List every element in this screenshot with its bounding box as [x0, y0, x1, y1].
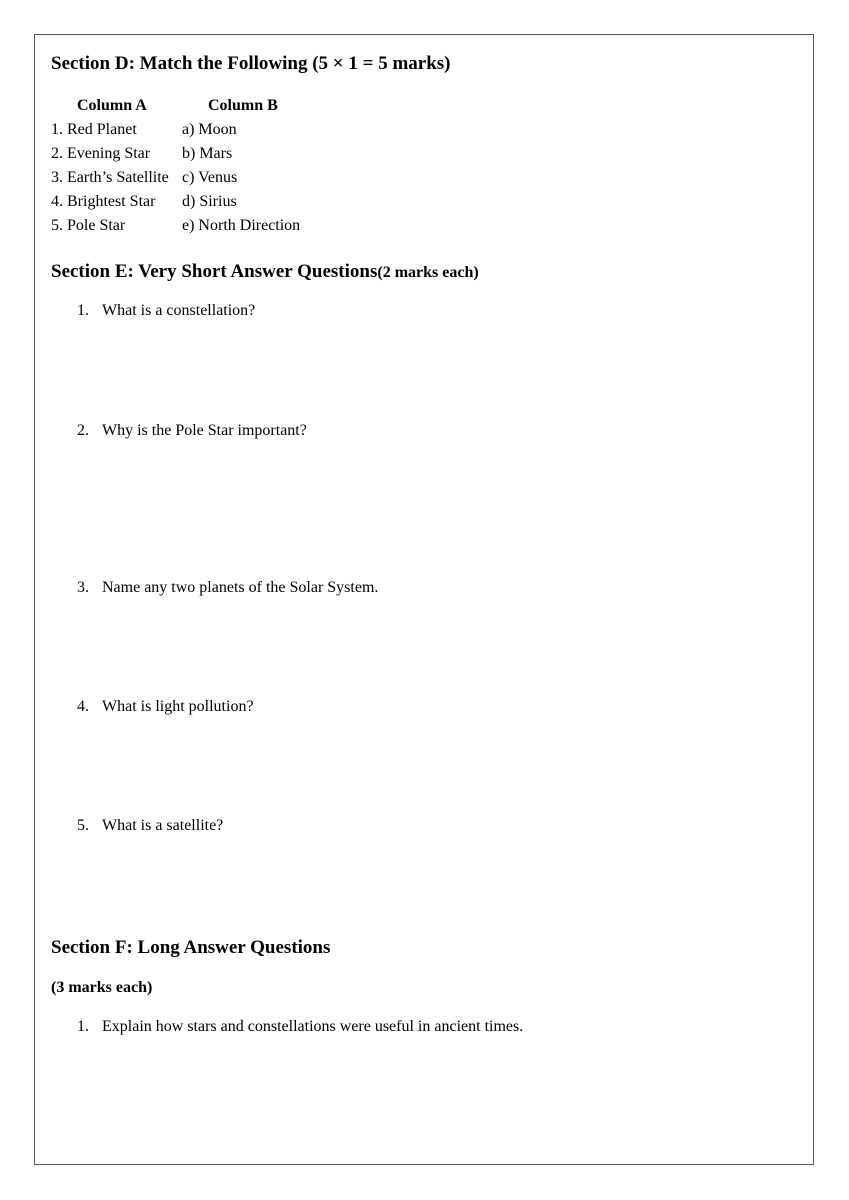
question-text: Explain how stars and constellations were useful in ancient times.: [102, 1018, 524, 1035]
column-b-item: b) Mars: [182, 145, 233, 162]
question-number: 1.: [77, 302, 89, 319]
section-f-title: Section F: Long Answer Questions: [51, 937, 331, 958]
question-number: 1.: [77, 1018, 89, 1035]
question-text: What is light pollution?: [102, 698, 254, 715]
question-text: Why is the Pole Star important?: [102, 422, 307, 439]
column-b-header: Column B: [208, 97, 278, 114]
column-a-item: 1. Red Planet: [51, 121, 137, 138]
column-a-header: Column A: [77, 97, 147, 114]
question-number: 4.: [77, 698, 89, 715]
column-a-item: 3. Earth’s Satellite: [51, 169, 169, 186]
column-b-item: a) Moon: [182, 121, 237, 138]
section-e-title: [51, 261, 479, 283]
question-text: Name any two planets of the Solar System.: [102, 579, 379, 596]
question-number: 2.: [77, 422, 89, 439]
question-text: What is a satellite?: [102, 817, 224, 834]
section-e-title-marks: (2 marks each): [377, 264, 479, 281]
section-e-title-main: Section E: Very Short Answer Questions: [51, 261, 378, 282]
question-text: What is a constellation?: [102, 302, 256, 319]
column-a-item: 2. Evening Star: [51, 145, 151, 162]
question-number: 3.: [77, 579, 89, 596]
column-b-item: c) Venus: [182, 169, 238, 186]
question-number: 5.: [77, 817, 89, 834]
section-d-title: Section D: Match the Following (5 × 1 = 5 marks): [51, 53, 451, 74]
column-a-item: 4. Brightest Star: [51, 193, 156, 210]
column-a-item: 5. Pole Star: [51, 217, 126, 234]
column-b-item: e) North Direction: [182, 217, 301, 234]
column-b-item: d) Sirius: [182, 193, 237, 210]
section-f-marks: (3 marks each): [51, 979, 153, 996]
